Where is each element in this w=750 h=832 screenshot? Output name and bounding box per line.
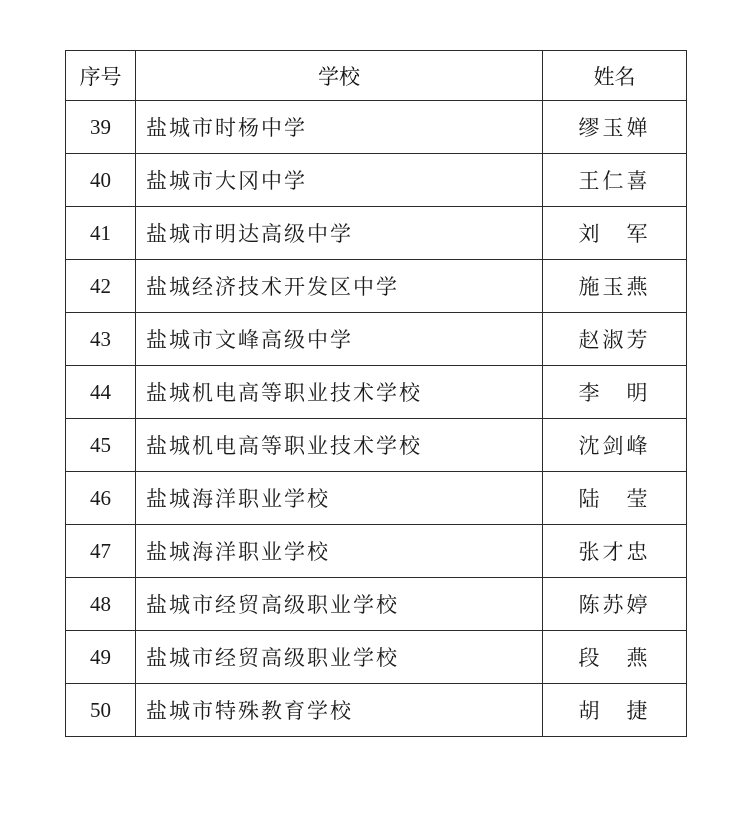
row-num: 46	[66, 472, 136, 525]
row-name: 刘 军	[543, 207, 687, 260]
table-row	[66, 472, 687, 525]
row-name: 王仁喜	[543, 154, 687, 207]
table-row	[66, 313, 687, 366]
row-school: 盐城市大冈中学	[136, 154, 543, 207]
row-num: 42	[66, 260, 136, 313]
row-school: 盐城市特殊教育学校	[136, 684, 543, 737]
header-num: 序号	[66, 51, 136, 101]
row-num: 48	[66, 578, 136, 631]
table-row	[66, 684, 687, 737]
table-row	[66, 578, 687, 631]
row-name: 李 明	[543, 366, 687, 419]
row-name: 胡 捷	[543, 684, 687, 737]
row-school: 盐城市时杨中学	[136, 101, 543, 154]
row-school: 盐城市明达高级中学	[136, 207, 543, 260]
row-school: 盐城经济技术开发区中学	[136, 260, 543, 313]
row-school: 盐城市经贸高级职业学校	[136, 578, 543, 631]
row-num: 40	[66, 154, 136, 207]
header-row	[66, 51, 687, 101]
table-row	[66, 101, 687, 154]
row-name: 赵淑芳	[543, 313, 687, 366]
row-name: 张才忠	[543, 525, 687, 578]
row-num: 44	[66, 366, 136, 419]
row-school: 盐城市文峰高级中学	[136, 313, 543, 366]
table-row	[66, 366, 687, 419]
table-header	[66, 51, 687, 101]
roster-table	[65, 50, 687, 737]
header-school: 学校	[136, 51, 543, 101]
row-num: 50	[66, 684, 136, 737]
row-name: 施玉燕	[543, 260, 687, 313]
row-school: 盐城机电高等职业技术学校	[136, 366, 543, 419]
row-name: 段 燕	[543, 631, 687, 684]
roster-table-container	[65, 50, 686, 737]
row-name: 缪玉婵	[543, 101, 687, 154]
table-row	[66, 207, 687, 260]
row-school: 盐城机电高等职业技术学校	[136, 419, 543, 472]
row-num: 43	[66, 313, 136, 366]
row-school: 盐城海洋职业学校	[136, 525, 543, 578]
table-row	[66, 154, 687, 207]
row-name: 陈苏婷	[543, 578, 687, 631]
table-row	[66, 260, 687, 313]
row-num: 41	[66, 207, 136, 260]
table-row	[66, 419, 687, 472]
row-school: 盐城海洋职业学校	[136, 472, 543, 525]
row-num: 49	[66, 631, 136, 684]
table-body	[66, 101, 687, 737]
table-row	[66, 631, 687, 684]
row-num: 45	[66, 419, 136, 472]
row-school: 盐城市经贸高级职业学校	[136, 631, 543, 684]
table-row	[66, 525, 687, 578]
row-name: 沈剑峰	[543, 419, 687, 472]
row-num: 39	[66, 101, 136, 154]
header-name: 姓名	[543, 51, 687, 101]
row-name: 陆 莹	[543, 472, 687, 525]
row-num: 47	[66, 525, 136, 578]
